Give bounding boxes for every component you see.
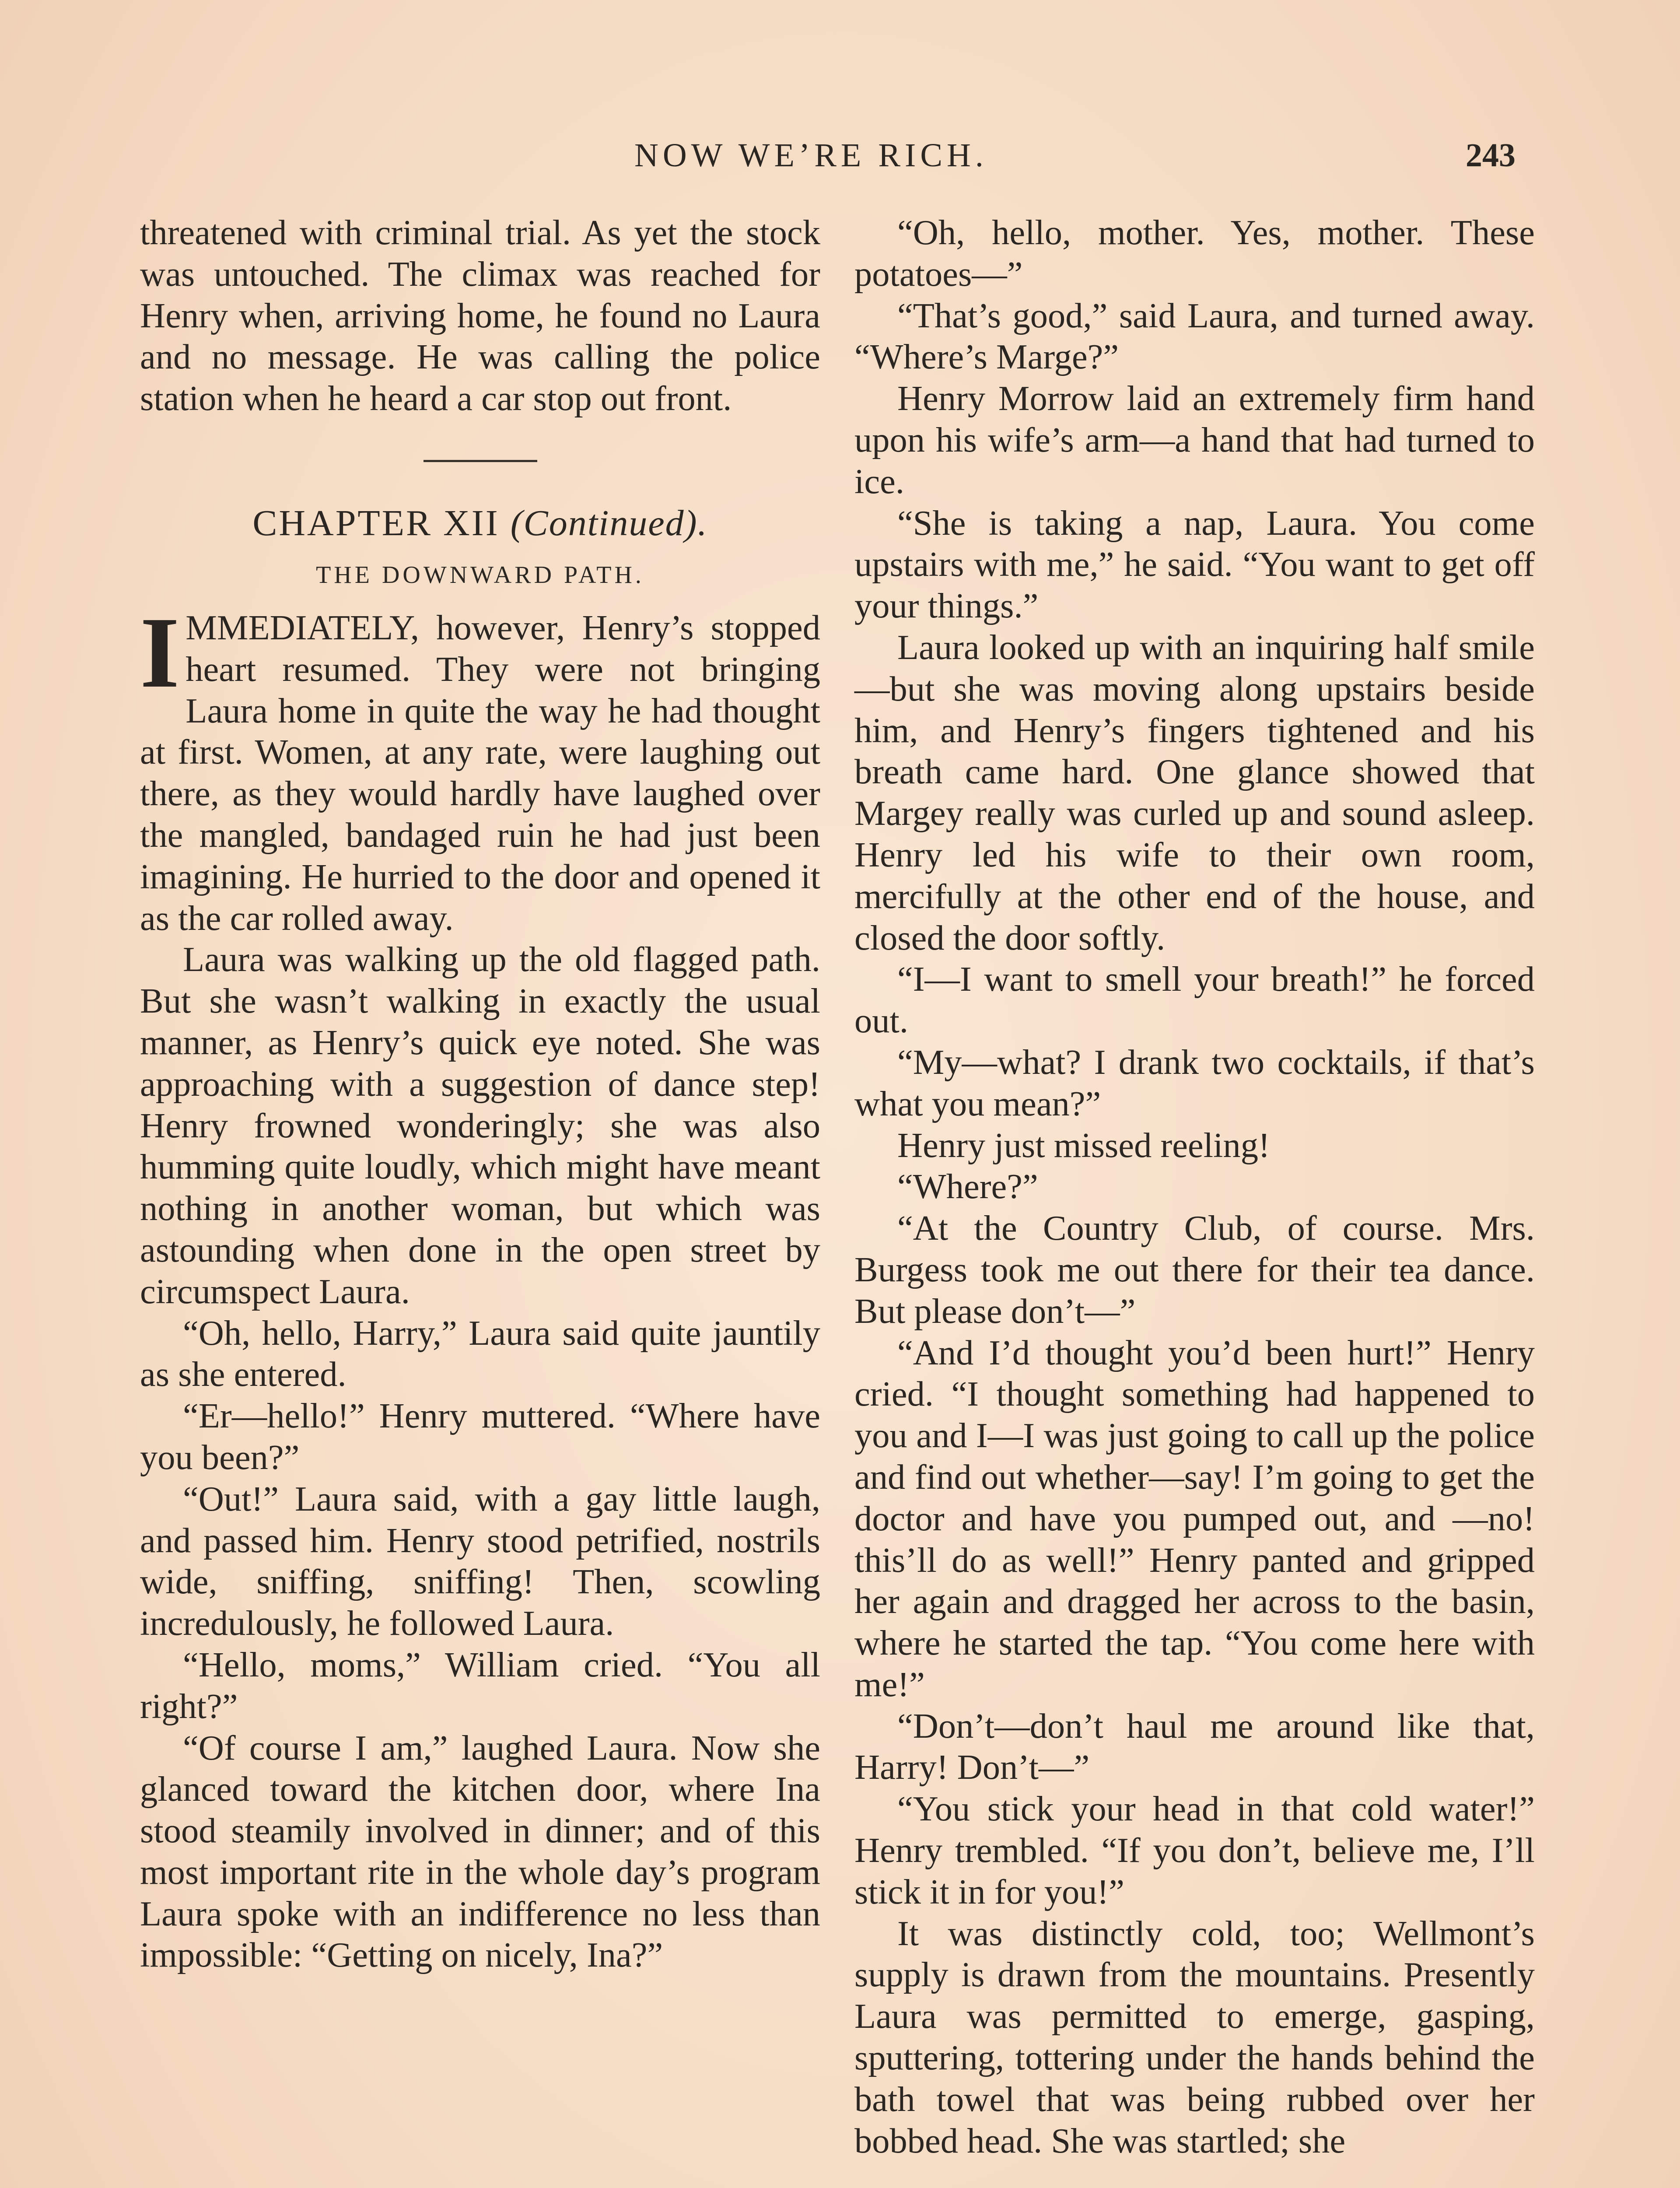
dropcap-paragraph-text: MMEDIATELY, however, Henry’s stopped heart resumed. They were not bringing Laura home in quite the way he had thought at first. Women, at any rate, were laughing out there, as they would hardly have laughed over the mangled, bandaged ruin he had just been imagining. He hurried to the door and opened it as the car rolled away. [140, 608, 820, 938]
paragraph: Laura looked up with an inquiring half smile—but she was moving along upstairs beside him, and Henry’s fingers tightened and his breath came hard. One glance showed that Margey really was curled up and sound asleep. Henry led his wife to their own room, mercifully at the other end of the house, and closed the door softly. [854, 628, 1535, 957]
drop-cap: I [140, 596, 180, 709]
paragraph: “That’s good,” said Laura, and turned away. “Where’s Marge?” [854, 296, 1535, 377]
paragraph: Henry just missed reeling! [897, 1126, 1270, 1165]
paragraph-dropcap [140, 596, 820, 939]
paragraph: “I—I want to smell your breath!” he forced out. [854, 960, 1535, 1041]
paragraph: “And I’d thought you’d been hurt!” Henry cried. “I thought something had happened to you and I—I was just going to call up the police and find out whether—say! I’m going to get the doctor and have you pumped out, and —no! this’ll do as well!” Henry panted and gripped her again and dragged her across to the basin, where he started the tap. “You come here with me!” [854, 1333, 1535, 1704]
paragraph: “You stick your head in that cold water!” Henry trembled. “If you don’t, believe me, I’ll stick it in for you!” [854, 1789, 1535, 1911]
paragraph: “At the Country Club, of course. Mrs. Burgess took me out there for their tea dance. But please don’t—” [854, 1209, 1535, 1331]
paragraph: “My—what? I drank two cocktails, if that’s what you mean?” [854, 1042, 1535, 1123]
paragraph: “She is taking a nap, Laura. You come upstairs with me,” he said. “You want to get off your things.” [854, 503, 1535, 626]
paragraph: “Out!” Laura said, with a gay little laugh, and passed him. Henry stood petrified, nostrils wide, sniffing, sniffing! Then, scowling incredulously, he followed Laura. [140, 1479, 820, 1643]
chapter-continued: (Continued). [510, 502, 708, 543]
paragraph: “Hello, moms,” William cried. “You all right?” [140, 1645, 820, 1726]
right-column [854, 212, 1535, 2162]
left-column [140, 212, 820, 1976]
paragraph: “Er—hello!” Henry muttered. “Where have you been?” [140, 1396, 820, 1477]
section-divider [424, 460, 537, 462]
paragraph: “Oh, hello, mother. Yes, mother. These potatoes—” [854, 213, 1535, 294]
paragraph: “Of course I am,” laughed Laura. Now she glanced toward the kitchen door, where Ina stood steamily involved in dinner; and of this most important rite in the whole day’s program Laura spoke with an indifference no less than impossible: “Getting on nicely, Ina?” [140, 1728, 820, 1975]
page-number: 243 [1466, 137, 1516, 174]
paragraph: “Don’t—don’t haul me around like that, Harry! Don’t—” [854, 1706, 1535, 1787]
section-title: THE DOWNWARD PATH. [316, 561, 644, 589]
paragraph: Henry Morrow laid an extremely firm hand upon his wife’s arm—a hand that had turned to ice. [854, 379, 1535, 501]
chapter-title: CHAPTER XII [252, 502, 500, 543]
running-title: NOW WE’RE RICH. [634, 137, 988, 174]
paragraph: “Where?” [897, 1167, 1038, 1206]
opening-paragraph: threatened with criminal trial. As yet the stock was untouched. The climax was reached for Henry when, arriving home, he found no Laura and no message. He was calling the police station when he heard a car stop out front. [140, 213, 820, 418]
paragraph: It was distinctly cold, too; Wellmont’s supply is drawn from the mountains. Presently Laura was permitted to emerge, gasping, sputtering, tottering under the hands behind the bath towel that was being rubbed over her bobbed head. She was startled; she [854, 1914, 1535, 2160]
chapter-heading [140, 501, 820, 545]
running-header [0, 131, 1680, 179]
paragraph: Laura was walking up the old flagged path. But she wasn’t walking in exactly the usual manner, as Henry’s quick eye noted. She was approaching with a suggestion of dance step! Henry frowned wonderingly; she was also humming quite loudly, which might have meant nothing in another woman, but which was astounding when done in the open street by circumspect Laura. [140, 940, 820, 1311]
paragraph: “Oh, hello, Harry,” Laura said quite jauntily as she entered. [140, 1313, 820, 1394]
